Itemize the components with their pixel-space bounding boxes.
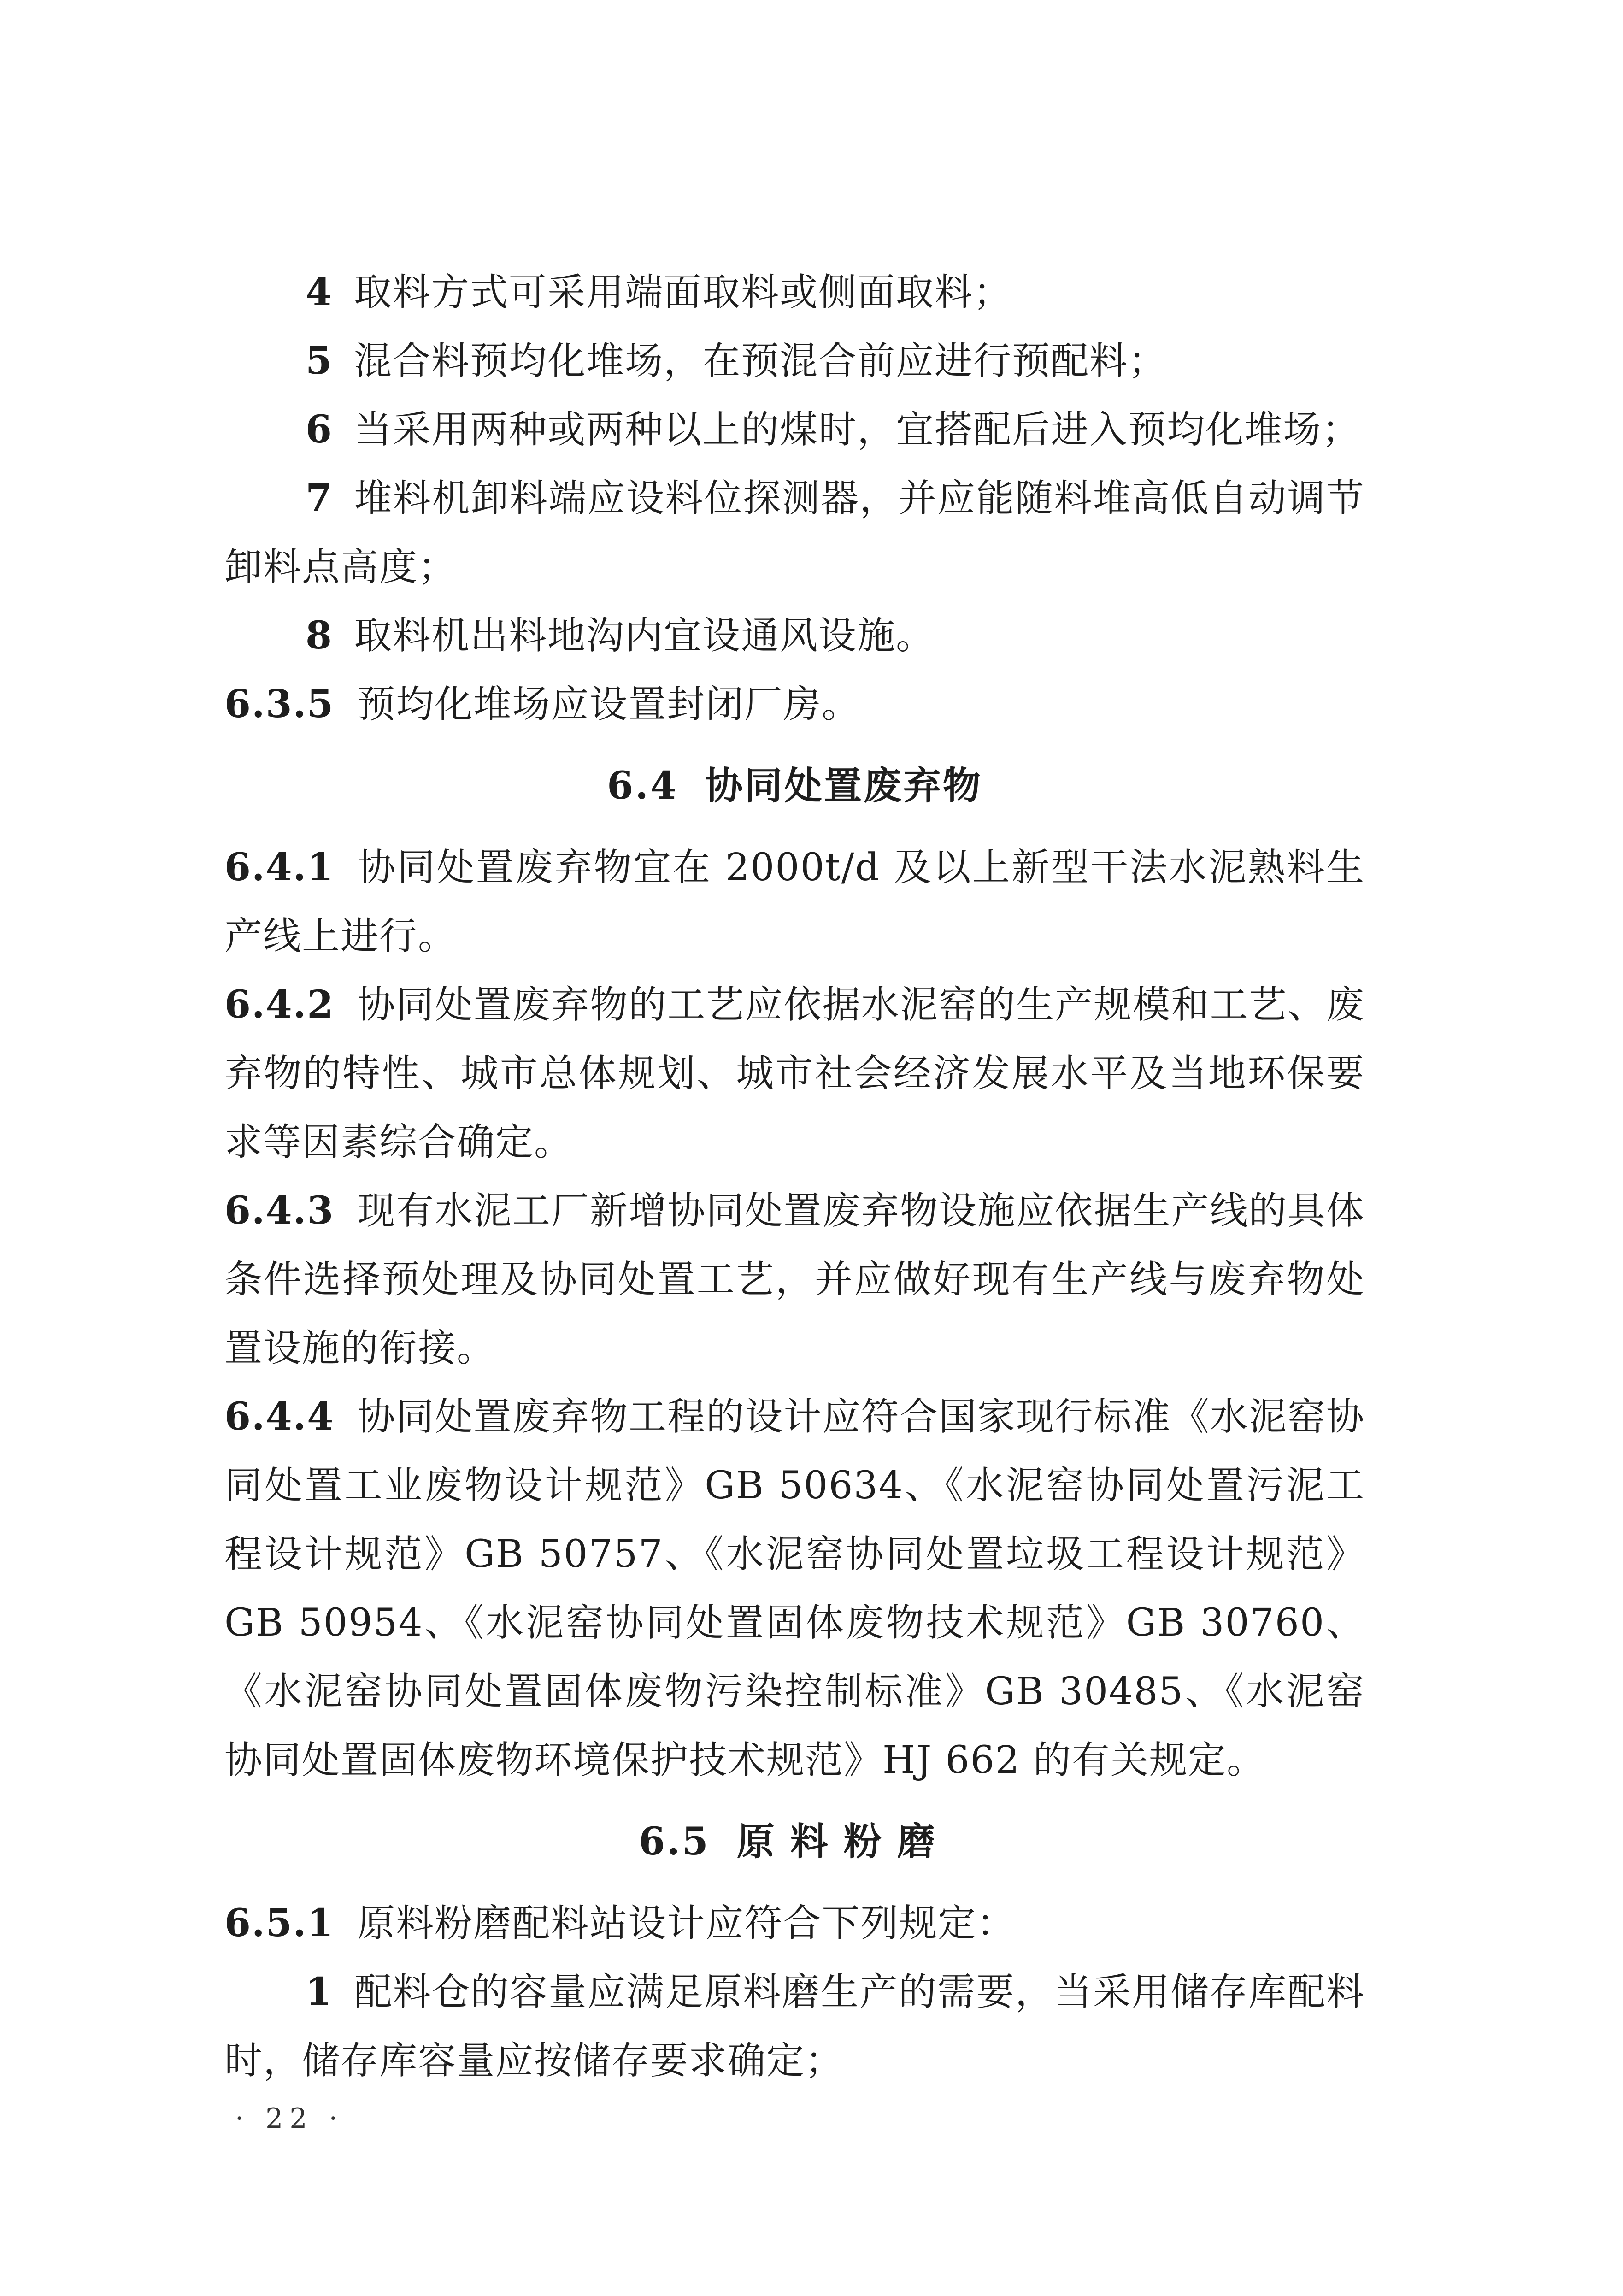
section-heading [224, 1807, 1365, 1876]
page-number: · 22 · [235, 2102, 344, 2135]
clause [224, 1177, 1365, 1383]
list-item [224, 601, 1365, 670]
list-item [224, 1958, 1365, 2095]
section-title: 原料粉磨 [736, 1819, 951, 1864]
clause-text: 原料粉磨配料站设计应符合下列规定： [357, 1902, 1016, 1945]
section-number: 6.4 [607, 764, 678, 808]
list-item [224, 464, 1365, 601]
section-title: 协同处置废弃物 [705, 764, 982, 808]
item-number: 5 [306, 339, 333, 383]
clause-text: 现有水泥工厂新增协同处置废弃物设施应依据生产线的具体条件选择预处理及协同处置工艺，并应做好现有生产线与废弃物处置设施的衔接。 [224, 1189, 1365, 1370]
section-number: 6.5 [639, 1819, 710, 1864]
item-number: 4 [306, 270, 333, 314]
item-number: 7 [306, 476, 333, 520]
list-item [224, 258, 1365, 327]
clause-number: 6.4.3 [224, 1189, 335, 1233]
clause-number: 6.3.5 [224, 682, 335, 726]
clause-text: 协同处置废弃物的工艺应依据水泥窑的生产规模和工艺、废弃物的特性、城市总体规划、城市社会经济发展水平及当地环保要求等因素综合确定。 [224, 983, 1365, 1164]
item-text: 当采用两种或两种以上的煤时，宜搭配后进入预均化堆场； [354, 408, 1361, 452]
clause-number: 6.5.1 [224, 1901, 335, 1945]
clause-number: 6.4.4 [224, 1395, 335, 1439]
clause-text: 协同处置废弃物工程的设计应符合国家现行标准《水泥窑协同处置工业废物设计规范》GB 50634、《水泥窑协同处置污泥工程设计规范》GB 50757、《水泥窑协同处置垃圾工程设计规范》GB 50954、《水泥窑协同处置固体废物技术规范》GB 30760、《水泥窑协同处置固体废物污染控制标准》GB 30485、《水泥窑协同处置固体废物环境保护技术规范》HJ 662 的有关规定。 [224, 1395, 1365, 1782]
item-number: 6 [306, 407, 333, 452]
item-text: 取料方式可采用端面取料或侧面取料； [354, 271, 1012, 314]
clause-number: 6.4.2 [224, 983, 335, 1027]
clause-text: 协同处置废弃物宜在 2000t/d 及以上新型干法水泥熟料生产线上进行。 [224, 846, 1365, 958]
item-text: 混合料预均化堆场，在预混合前应进行预配料； [354, 339, 1167, 383]
list-item [224, 327, 1365, 395]
list-item [224, 395, 1365, 464]
clause-number: 6.4.1 [224, 845, 335, 889]
clause [224, 670, 1365, 739]
section-heading [224, 752, 1365, 820]
item-number: 1 [306, 1970, 333, 2014]
clause [224, 833, 1365, 971]
clause [224, 1383, 1365, 1795]
item-number: 8 [306, 613, 333, 658]
clause [224, 1889, 1365, 1958]
page-content [224, 258, 1365, 2095]
item-text: 堆料机卸料端应设料位探测器，并应能随料堆高低自动调节卸料点高度； [224, 477, 1365, 589]
item-text: 取料机出料地沟内宜设通风设施。 [354, 614, 935, 658]
item-text: 配料仓的容量应满足原料磨生产的需要，当采用储存库配料时，储存库容量应按储存要求确定； [224, 1970, 1365, 2083]
clause-text: 预均化堆场应设置封闭厂房。 [357, 683, 861, 726]
clause [224, 971, 1365, 1177]
